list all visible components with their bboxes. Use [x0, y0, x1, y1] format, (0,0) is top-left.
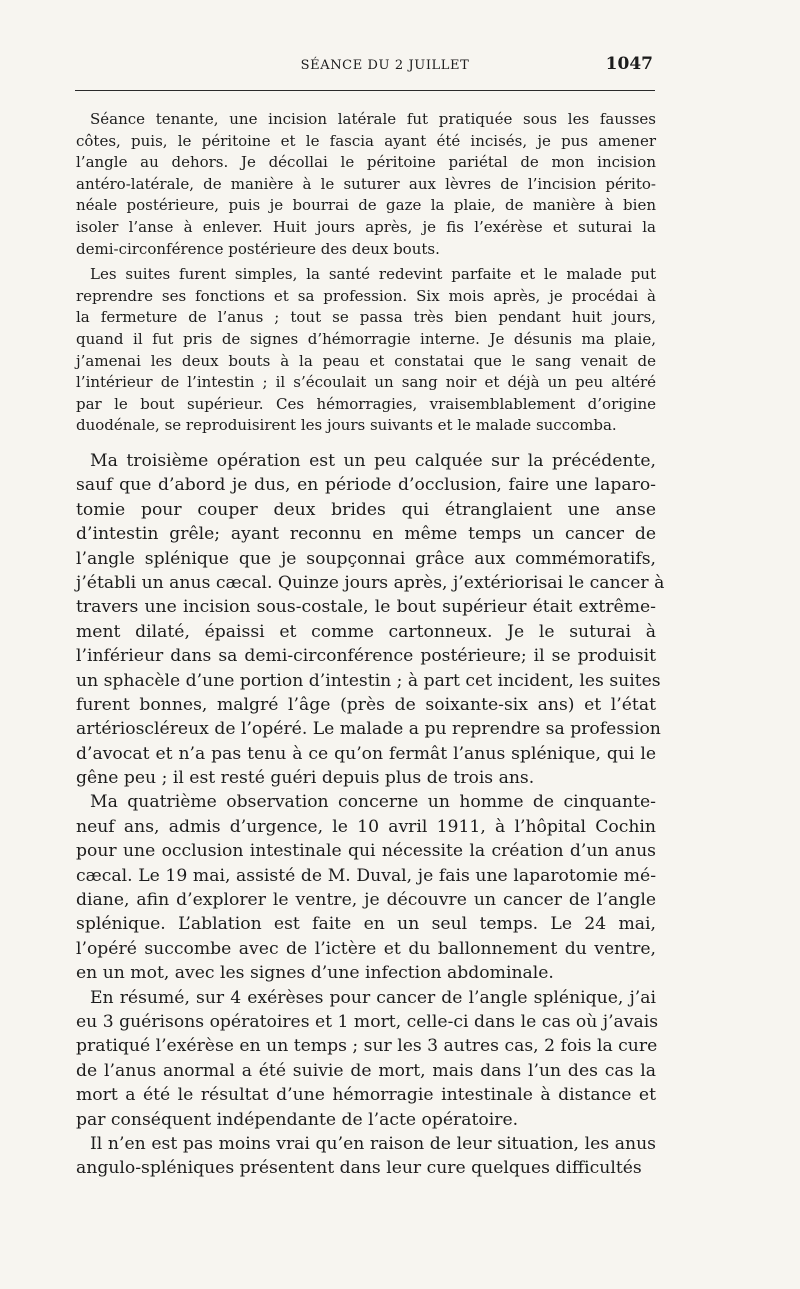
text-line: pour une occlusion intestinale qui nécessite la création d’un anus — [76, 841, 656, 862]
text-line: néale postérieure, puis je bourrai de gaze la plaie, de manière à bien — [76, 196, 656, 215]
paragraph — [76, 264, 656, 437]
text-line: Les suites furent simples, la santé redevint parfaite et le malade put — [90, 265, 656, 284]
text-line: eu 3 guérisons opératoires et 1 mort, celle-ci dans le cas où j’avais — [76, 1011, 659, 1032]
text-line: j’amenai les deux bouts à la peau et constatai que le sang venait de — [76, 351, 656, 370]
text-line: En résumé, sur 4 exérèses pour cancer de l’angle splénique, j’ai — [90, 987, 656, 1008]
text-line: un sphacèle d’une portion d’intestin ; à part cet incident, les suites — [76, 670, 661, 691]
header-rule — [75, 90, 655, 91]
text-line: mort a été le résultat d’une hémorragie intestinale à distance et — [76, 1085, 656, 1106]
page-header — [75, 54, 655, 84]
text-line: en un mot, avec les signes d’une infection abdominale. — [76, 963, 554, 984]
page-number: 1047 — [605, 54, 653, 74]
text-line: j’établi un anus cæcal. Quinze jours après, j’extériorisai le cancer à — [76, 572, 665, 593]
text-line: pratiqué l’exérèse en un temps ; sur les 3 autres cas, 2 fois la cure — [76, 1036, 658, 1057]
text-line: Ma troisième opération est un peu calquée sur la précédente, — [90, 451, 656, 471]
text-line: Ma quatrième observation concerne un homme de cinquante- — [90, 792, 656, 813]
main-text-section — [76, 449, 665, 1181]
text-line: Séance tenante, une incision latérale fut pratiquée sous les fausses — [90, 110, 656, 128]
text-line: d’intestin grêle; ayant reconnu en même temps un cancer de — [76, 524, 656, 545]
text-line: par le bout supérieur. Ces hémorragies, vraisemblablement d’origine — [76, 394, 656, 413]
paragraph — [76, 449, 665, 790]
text-line: l’intérieur de l’intestin ; il s’écoulait un sang noir et déjà un peu altéré — [76, 373, 656, 392]
text-line: isoler l’anse à enlever. Huit jours après, je fis l’exérèse et suturai la — [76, 217, 656, 236]
paragraph — [76, 790, 656, 985]
text-line: d’avocat et n’a pas tenu à ce qu’on fermât l’anus splénique, qui le — [76, 743, 656, 764]
text-line: l’inférieur dans sa demi-circonférence postérieure; il se produisit — [76, 646, 656, 667]
text-line: demi-circonférence postérieure des deux bouts. — [76, 239, 440, 258]
text-line: la fermeture de l’anus ; tout se passa très bien pendant huit jours, — [76, 308, 656, 327]
text-line: l’opéré succombe avec de l’ictère et du ballonnement du ventre, — [76, 938, 656, 959]
text-line: de l’anus anormal a été suivie de mort, mais dans l’un des cas la — [76, 1060, 656, 1081]
text-line: splénique. L’ablation est faite en un seul temps. Le 24 mai, — [76, 914, 656, 935]
text-line: tomie pour couper deux brides qui étranglaient une anse — [76, 499, 656, 520]
text-line: par conséquent indépendante de l’acte opératoire. — [76, 1109, 519, 1130]
paragraph — [76, 1132, 656, 1181]
text-line: cæcal. Le 19 mai, assisté de M. Duval, je fais une laparotomie mé- — [76, 865, 656, 886]
text-line: artérioscléreux de l’opéré. Le malade a pu reprendre sa profession — [76, 719, 661, 740]
paragraph — [76, 109, 656, 260]
text-line: angulo-spléniques présentent dans leur cure quelques difficultés — [76, 1158, 642, 1179]
text-line: reprendre ses fonctions et sa profession. Six mois après, je procédai à — [76, 286, 656, 305]
running-title: SÉANCE DU 2 JUILLET — [300, 58, 470, 73]
text-line: antéro-latérale, de manière à le suturer aux lèvres de l’incision périto- — [76, 174, 656, 193]
text-line: diane, afin d’explorer le ventre, je découvre un cancer de l’angle — [76, 890, 656, 911]
text-line: gêne peu ; il est resté guéri depuis plus de trois ans. — [76, 768, 535, 789]
paragraph — [76, 986, 659, 1132]
text-line: ment dilaté, épaissi et comme cartonneux. Je le suturai à — [76, 621, 656, 642]
text-line: travers une incision sous-costale, le bout supérieur était extrême- — [76, 597, 656, 618]
text-line: quand il fut pris de signes d’hémorragie interne. Je désunis ma plaie, — [76, 329, 656, 348]
text-line: furent bonnes, malgré l’âge (près de soixante-six ans) et l’état — [76, 694, 656, 715]
text-line: duodénale, se reproduisirent les jours suivants et le malade succomba. — [76, 416, 617, 435]
text-line: neuf ans, admis d’urgence, le 10 avril 1911, à l’hôpital Cochin — [76, 816, 656, 837]
text-line: sauf que d’abord je dus, en période d’occlusion, faire une laparo- — [76, 475, 656, 496]
text-line: l’angle au dehors. Je décollai le péritoine pariétal de mon incision — [76, 153, 656, 172]
text-line: côtes, puis, le péritoine et le fascia ayant été incisés, je pus amener — [76, 131, 656, 150]
text-line: Il n’en est pas moins vrai qu’en raison de leur situation, les anus — [90, 1133, 656, 1154]
small-print-section — [76, 109, 656, 437]
text-line: l’angle splénique que je soupçonnai grâce aux commémoratifs, — [76, 548, 656, 569]
